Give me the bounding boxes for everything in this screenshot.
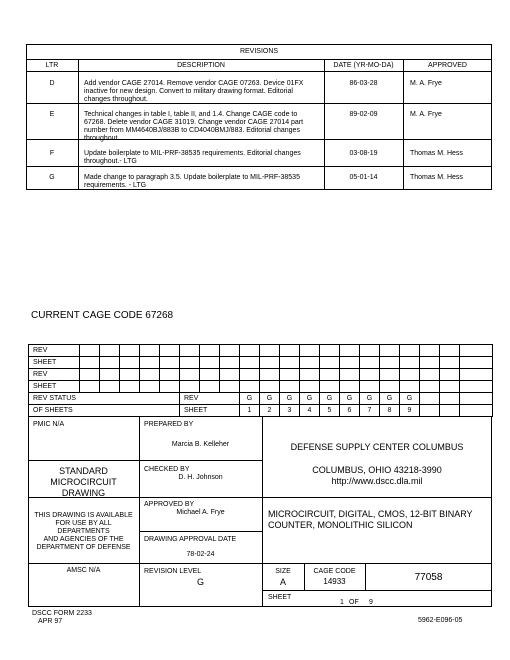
of-sheets-label: OF SHEETS: [29, 405, 180, 417]
checked-by: D. H. Johnson: [178, 474, 223, 481]
agency-url: http://www.dscc.dla.mil: [331, 476, 423, 486]
rev-cell: G: [320, 393, 340, 405]
size-label: SIZE: [275, 568, 291, 575]
sheet-label: SHEET: [180, 405, 240, 417]
cage-code-label: CAGE CODE: [313, 568, 356, 575]
sheet-of-label: OF: [349, 599, 359, 606]
approval-date: 78-02-24: [186, 551, 215, 558]
rev-cell: G: [400, 393, 420, 405]
document-id: 5962-E096-05: [418, 617, 463, 624]
agency-city: COLUMBUS, OHIO 43218-3990: [312, 465, 442, 475]
header-approved: APPROVED: [428, 62, 467, 69]
rev-ltr: E: [49, 111, 55, 118]
sheet-label: SHEET: [29, 381, 80, 393]
rev-ltr: G: [49, 174, 55, 181]
rev-ltr: F: [49, 150, 55, 157]
rev-description: Add vendor CAGE 27014. Remove vendor CAGE 07263. Device 01FX inactive for new design. Convert to military drawing format. Editorial changes throughout.: [84, 80, 304, 103]
sheet-number: 1: [340, 599, 344, 606]
availability-line-4: AND AGENCIES OF THE: [43, 536, 124, 543]
rev-ltr: D: [49, 80, 55, 87]
header-description: DESCRIPTION: [177, 62, 225, 69]
rev-cell: G: [380, 393, 400, 405]
prepared-by-label: PREPARED BY: [144, 421, 194, 428]
sheet-total: 9: [369, 599, 373, 606]
sheet-cell: 4: [300, 405, 320, 417]
rev-status-label: REV STATUS: [29, 393, 180, 405]
amsc: AMSC N/A: [66, 567, 101, 574]
grid-row-rev-status: [29, 393, 493, 405]
grid-row-of-sheets: [29, 405, 493, 417]
approved-by: Michael A. Frye: [176, 509, 225, 516]
title-line-2: COUNTER, MONOLITHIC SILICON: [268, 520, 413, 530]
rev-description: Update boilerplate to MIL-PRF-38535 requirements. Editorial changes throughout.- LTG: [84, 150, 301, 165]
header-date: DATE (YR-MO-DA): [333, 62, 394, 69]
availability-line-1: THIS DRAWING IS AVAILABLE: [34, 512, 133, 519]
sheet-cell: 2: [260, 405, 280, 417]
sheet-cell: 7: [360, 405, 380, 417]
standard-line-1: STANDARD: [59, 466, 108, 476]
rev-date: 86-03-28: [349, 80, 378, 87]
rev-label: REV: [180, 393, 240, 405]
title-line-1: MICROCIRCUIT, DIGITAL, CMOS, 12-BIT BINARY: [268, 509, 473, 519]
pmic: PMIC N/A: [33, 421, 65, 428]
approval-date-label: DRAWING APPROVAL DATE: [144, 536, 237, 543]
size-value: A: [279, 577, 286, 587]
sheet-cell: 8: [380, 405, 400, 417]
agency-name: DEFENSE SUPPLY CENTER COLUMBUS: [290, 442, 464, 452]
rev-date: 89-02-09: [349, 111, 378, 118]
availability-line-3: DEPARTMENTS: [57, 528, 110, 535]
form-date: APR 97: [38, 618, 63, 625]
rev-cell: G: [360, 393, 380, 405]
sheet-cell: 5: [320, 405, 340, 417]
rev-approved: Thomas M. Hess: [410, 150, 463, 157]
rev-approved: M. A. Frye: [410, 111, 442, 118]
rev-description: Technical changes in table I, table II, and 1.4. Change CAGE code to 67268. Delete vendor CAGE 31019. Change vendor CAGE 27014 part number from MM4640BJ/883B to CD4040BMJ/883. Editorial changes throughout.: [84, 111, 304, 142]
cage-code-value: 14933: [323, 577, 346, 586]
rev-approved: M. A. Frye: [410, 80, 442, 87]
sheet-label: SHEET: [29, 357, 80, 369]
revision-level: G: [196, 577, 204, 587]
availability-line-2: FOR USE BY ALL: [55, 520, 112, 527]
revision-level-label: REVISION LEVEL: [144, 568, 202, 575]
grid-row-sheet-1: [29, 357, 493, 369]
current-cage-code: CURRENT CAGE CODE 67268: [31, 310, 174, 321]
checked-by-label: CHECKED BY: [144, 466, 190, 473]
form-number: DSCC FORM 2233: [32, 610, 92, 617]
rev-status-grid: [28, 344, 493, 417]
rev-label: REV: [29, 369, 80, 381]
rev-cell: G: [240, 393, 260, 405]
sheet-cell: 1: [240, 405, 260, 417]
rev-cell: G: [260, 393, 280, 405]
standard-line-3: DRAWING: [61, 488, 106, 498]
header-ltr: LTR: [45, 62, 59, 69]
sheet-cell: 3: [280, 405, 300, 417]
sheet-cell: 6: [340, 405, 360, 417]
rev-cell: G: [280, 393, 300, 405]
approved-by-label: APPROVED BY: [144, 501, 195, 508]
rev-cell: G: [340, 393, 360, 405]
rev-approved: Thomas M. Hess: [410, 174, 463, 181]
rev-date: 03-08-19: [349, 150, 378, 157]
availability-line-5: DEPARTMENT OF DEFENSE: [36, 544, 131, 551]
document-number: 77058: [414, 572, 443, 583]
rev-date: 05-01-14: [349, 174, 378, 181]
sheet-cell: 9: [400, 405, 420, 417]
rev-cell: G: [300, 393, 320, 405]
grid-row-rev-1: [29, 345, 493, 357]
sheet-label: SHEET: [268, 594, 292, 601]
grid-row-sheet-2: [29, 381, 493, 393]
rev-description: Made change to paragraph 3.5. Update boilerplate to MIL-PRF-38535 requirements. - LTG: [84, 174, 300, 189]
prepared-by: Marcia B. Kelleher: [171, 441, 230, 448]
revisions-title: REVISIONS: [239, 48, 279, 55]
grid-row-rev-2: [29, 369, 493, 381]
rev-label: REV: [29, 345, 80, 357]
standard-line-2: MICROCIRCUIT: [50, 477, 117, 487]
